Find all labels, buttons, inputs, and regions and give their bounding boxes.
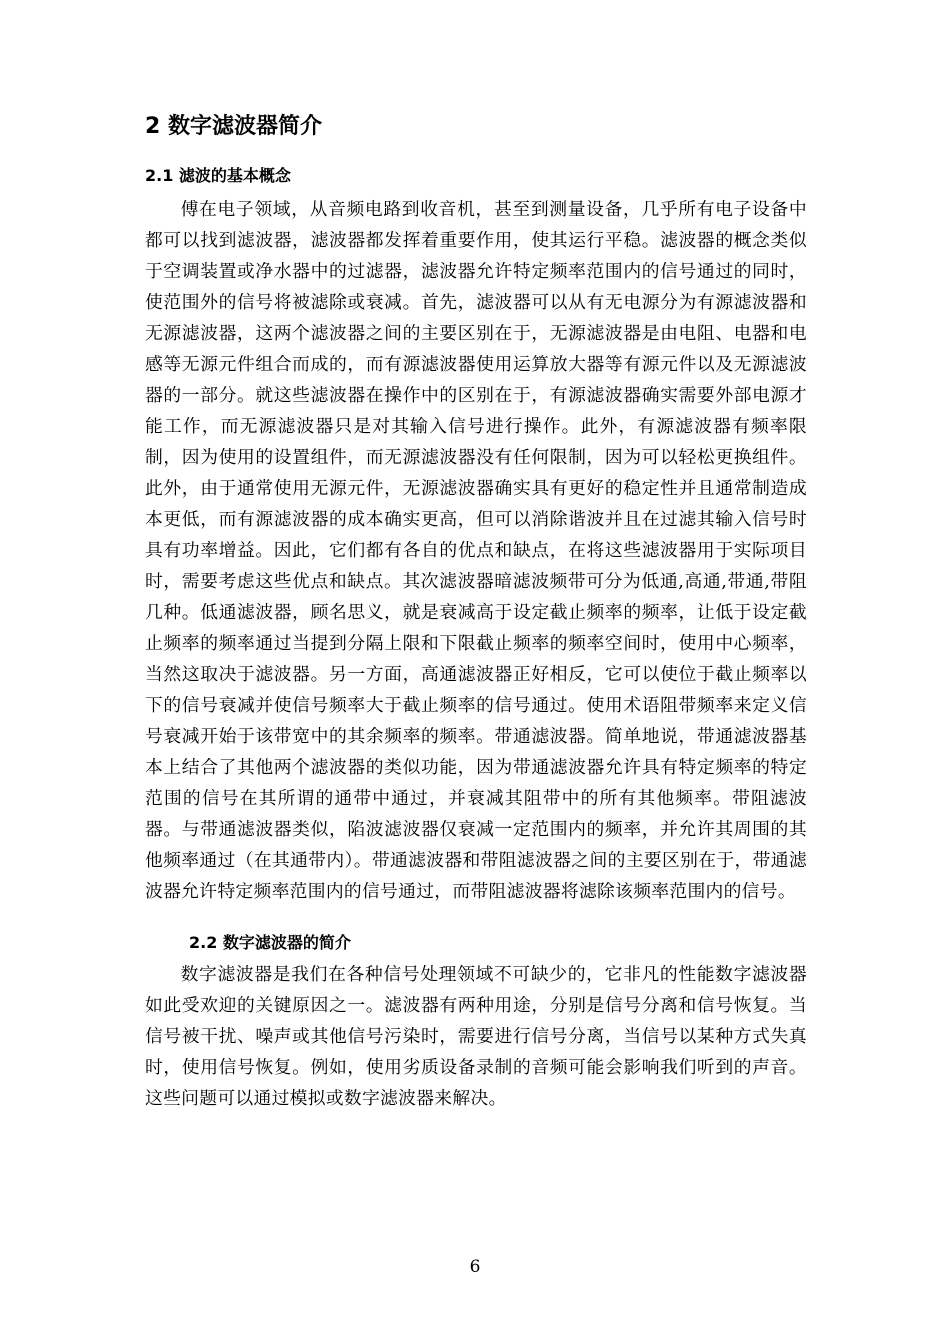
paragraph-filter-basics: 傅在电子领域，从音频电路到收音机，甚至到测量设备，几乎所有电子设备中都可以找到滤波器，滤波器都发挥着重要作用，使其运行平稳。滤波器的概念类似于空调装置或净水器中的过滤器，滤波器允许特定频率范围内的信号通过的同时，使范围外的信号将被滤除或衰减。首先，滤波器可以从有无电源分为有源滤波器和无源滤波器，这两个滤波器之间的主要区别在于，无源滤波器是由电阻、电器和电感等无源元件组合而成的，而有源滤波器使用运算放大器等有源元件以及无源滤波器的一部分。就这些滤波器在操作中的区别在于，有源滤波器确实需要外部电源才能工作，而无源滤波器只是对其输入信号进行操作。此外，有源滤波器有频率限制，因为使用的设置组件，而无源滤波器没有任何限制，因为可以轻松更换组件。此外，由于通常使用无源元件，无源滤波器确实具有更好的稳定性并且通常制造成本更低，而有源滤波器的成本确实更高，但可以消除谐波并且在过滤其输入信号时具有功率增益。因此，它们都有各自的优点和缺点，在将这些滤波器用于实际项目时，需要考虑这些优点和缺点。其次滤波器暗滤波频带可分为低通,高通,带通,带阻几种。低通滤波器，顾名思义，就是衰减高于设定截止频率的频率，让低于设定截止频率的频率通过当提到分隔上限和下限截止频率的频率空间时，使用中心频率，当然这取决于滤波器。另一方面，高通滤波器正好相反，它可以使位于截止频率以下的信号衰减并使信号频率大于截止频率的信号通过。使用术语阻带频率来定义信号衰减开始于该带宽中的其余频率的频率。带通滤波器。简单地说，带通滤波器基本上结合了其他两个滤波器的类似功能，因为带通滤波器允许具有特定频率的特定范围的信号在其所谓的通带中通过，并衰减其阻带中的所有其他频率。带阻滤波器。与带通滤波器类似，陷波滤波器仅衰减一定范围内的频率，并允许其周围的其他频率通过（在其通带内）。带通滤波器和带阻滤波器之间的主要区别在于，带通滤波器允许特定频率范围内的信号通过，而带阻滤波器将滤除该频率范围内的信号。 [145, 199, 807, 902]
subsection-heading-2-1: 2.1 滤波的基本概念 [145, 166, 291, 185]
subsection-heading-2-2: 2.2 数字滤波器的简介 [189, 933, 351, 952]
section-heading: 2 数字滤波器简介 [145, 114, 322, 139]
paragraph-digital-filter-intro: 数字滤波器是我们在各种信号处理领域不可缺少的，它非凡的性能数字滤波器如此受欢迎的关键原因之一。滤波器有两种用途，分别是信号分离和信号恢复。当信号被干扰、噪声或其他信号污染时，需要进行信号分离，当信号以某种方式失真时，使用信号恢复。例如，使用劣质设备录制的音频可能会影响我们听到的声音。这些问题可以通过模拟或数字滤波器来解决。 [145, 964, 807, 1109]
page-content [145, 112, 807, 1114]
page-number: 6 [469, 1257, 481, 1277]
